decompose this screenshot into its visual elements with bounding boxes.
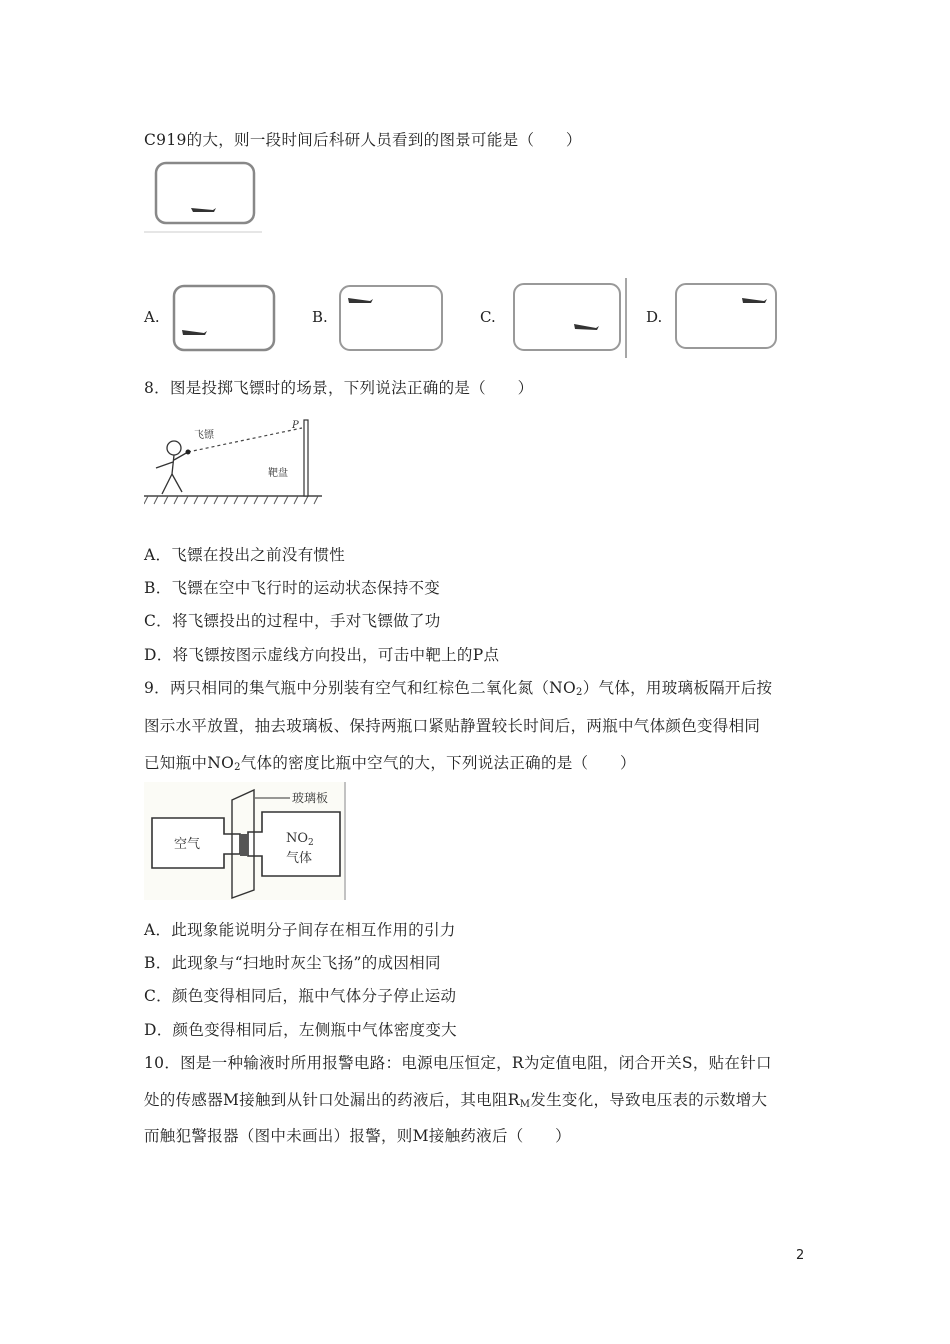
q9-stem-line-1: 9．两只相同的集气瓶中分别装有空气和红棕色二氧化氮$(NO_2)$气体，用玻璃板隔开后按 [144,679,773,698]
label-glass-plate: 玻璃板 [292,791,329,805]
label-air: 空气 [174,837,201,852]
q8-option-b: B．飞镖在空中飞行时的运动状态保持不变 [144,579,441,597]
dartboard [304,420,308,496]
thrower-figure [156,441,188,494]
q8-option-d: D．将飞镖按图示虚线方向投出，可击中靶上的P点 [144,646,500,664]
q7-option-a-figure [168,280,280,356]
q9-stem-line-3: 已知瓶中$NO_2$气体的密度比瓶中空气的大，下列说法正确的是（ ） [144,754,636,773]
q9-gas-jar-figure [144,782,350,900]
q7-option-b-figure [336,282,448,354]
label-board: 靶盘 [268,468,288,479]
q7-reference-figure [144,158,262,234]
q7-option-d-label: D. [646,308,663,326]
q9-option-d: D．颜色变得相同后，左侧瓶中气体密度变大 [144,1021,457,1039]
q7-option-c-label: C. [480,308,496,326]
q9-option-c: C．颜色变得相同后，瓶中气体分子停止运动 [144,987,457,1005]
q10-stem-line-2: 处的传感器M接触到从针口处漏出的药液后，其电阻$R_M$发生变化，导致电压表的示数增大 [144,1091,768,1110]
q7-stem: C919的大，则一段时间后科研人员看到的图景可能是（ ） [144,131,582,149]
q9-option-b: B．此现象与“扫地时灰尘飞扬”的成因相同 [144,954,441,972]
q8-option-c: C．将飞镖投出的过程中，手对飞镖做了功 [144,612,441,630]
q8-dart-figure [144,412,324,510]
label-gas: 气体 [286,851,313,866]
dart-icon [186,450,191,455]
q7-option-d-figure [670,278,782,356]
q7-option-c-figure [504,278,628,358]
q7-option-b-label: B. [312,308,328,326]
page-number: 2 [796,1248,805,1263]
q9-stem-line-2: 图示水平放置，抽去玻璃板、保持两瓶口紧贴静置较长时间后，两瓶中气体颜色变得相同 [144,717,761,735]
label-no2: $NO_2$ [286,831,314,848]
q7-option-a-label: A. [144,308,160,326]
label-dart: 飞镖 [194,430,214,441]
q10-stem-line-1: 10．图是一种输液时所用报警电路：电源电压恒定，R为定值电阻，闭合开关S，贴在针口 [144,1054,772,1072]
q8-stem: 8．图是投掷飞镖时的场景，下列说法正确的是（ ） [144,379,534,397]
label-p: P [292,420,299,431]
q8-option-a: A．飞镖在投出之前没有惯性 [144,546,346,564]
q10-stem-line-3: 而触犯警报器（图中未画出）报警，则M接触药液后（ ） [144,1127,571,1145]
q9-option-a: A．此现象能说明分子间存在相互作用的引力 [144,921,456,939]
